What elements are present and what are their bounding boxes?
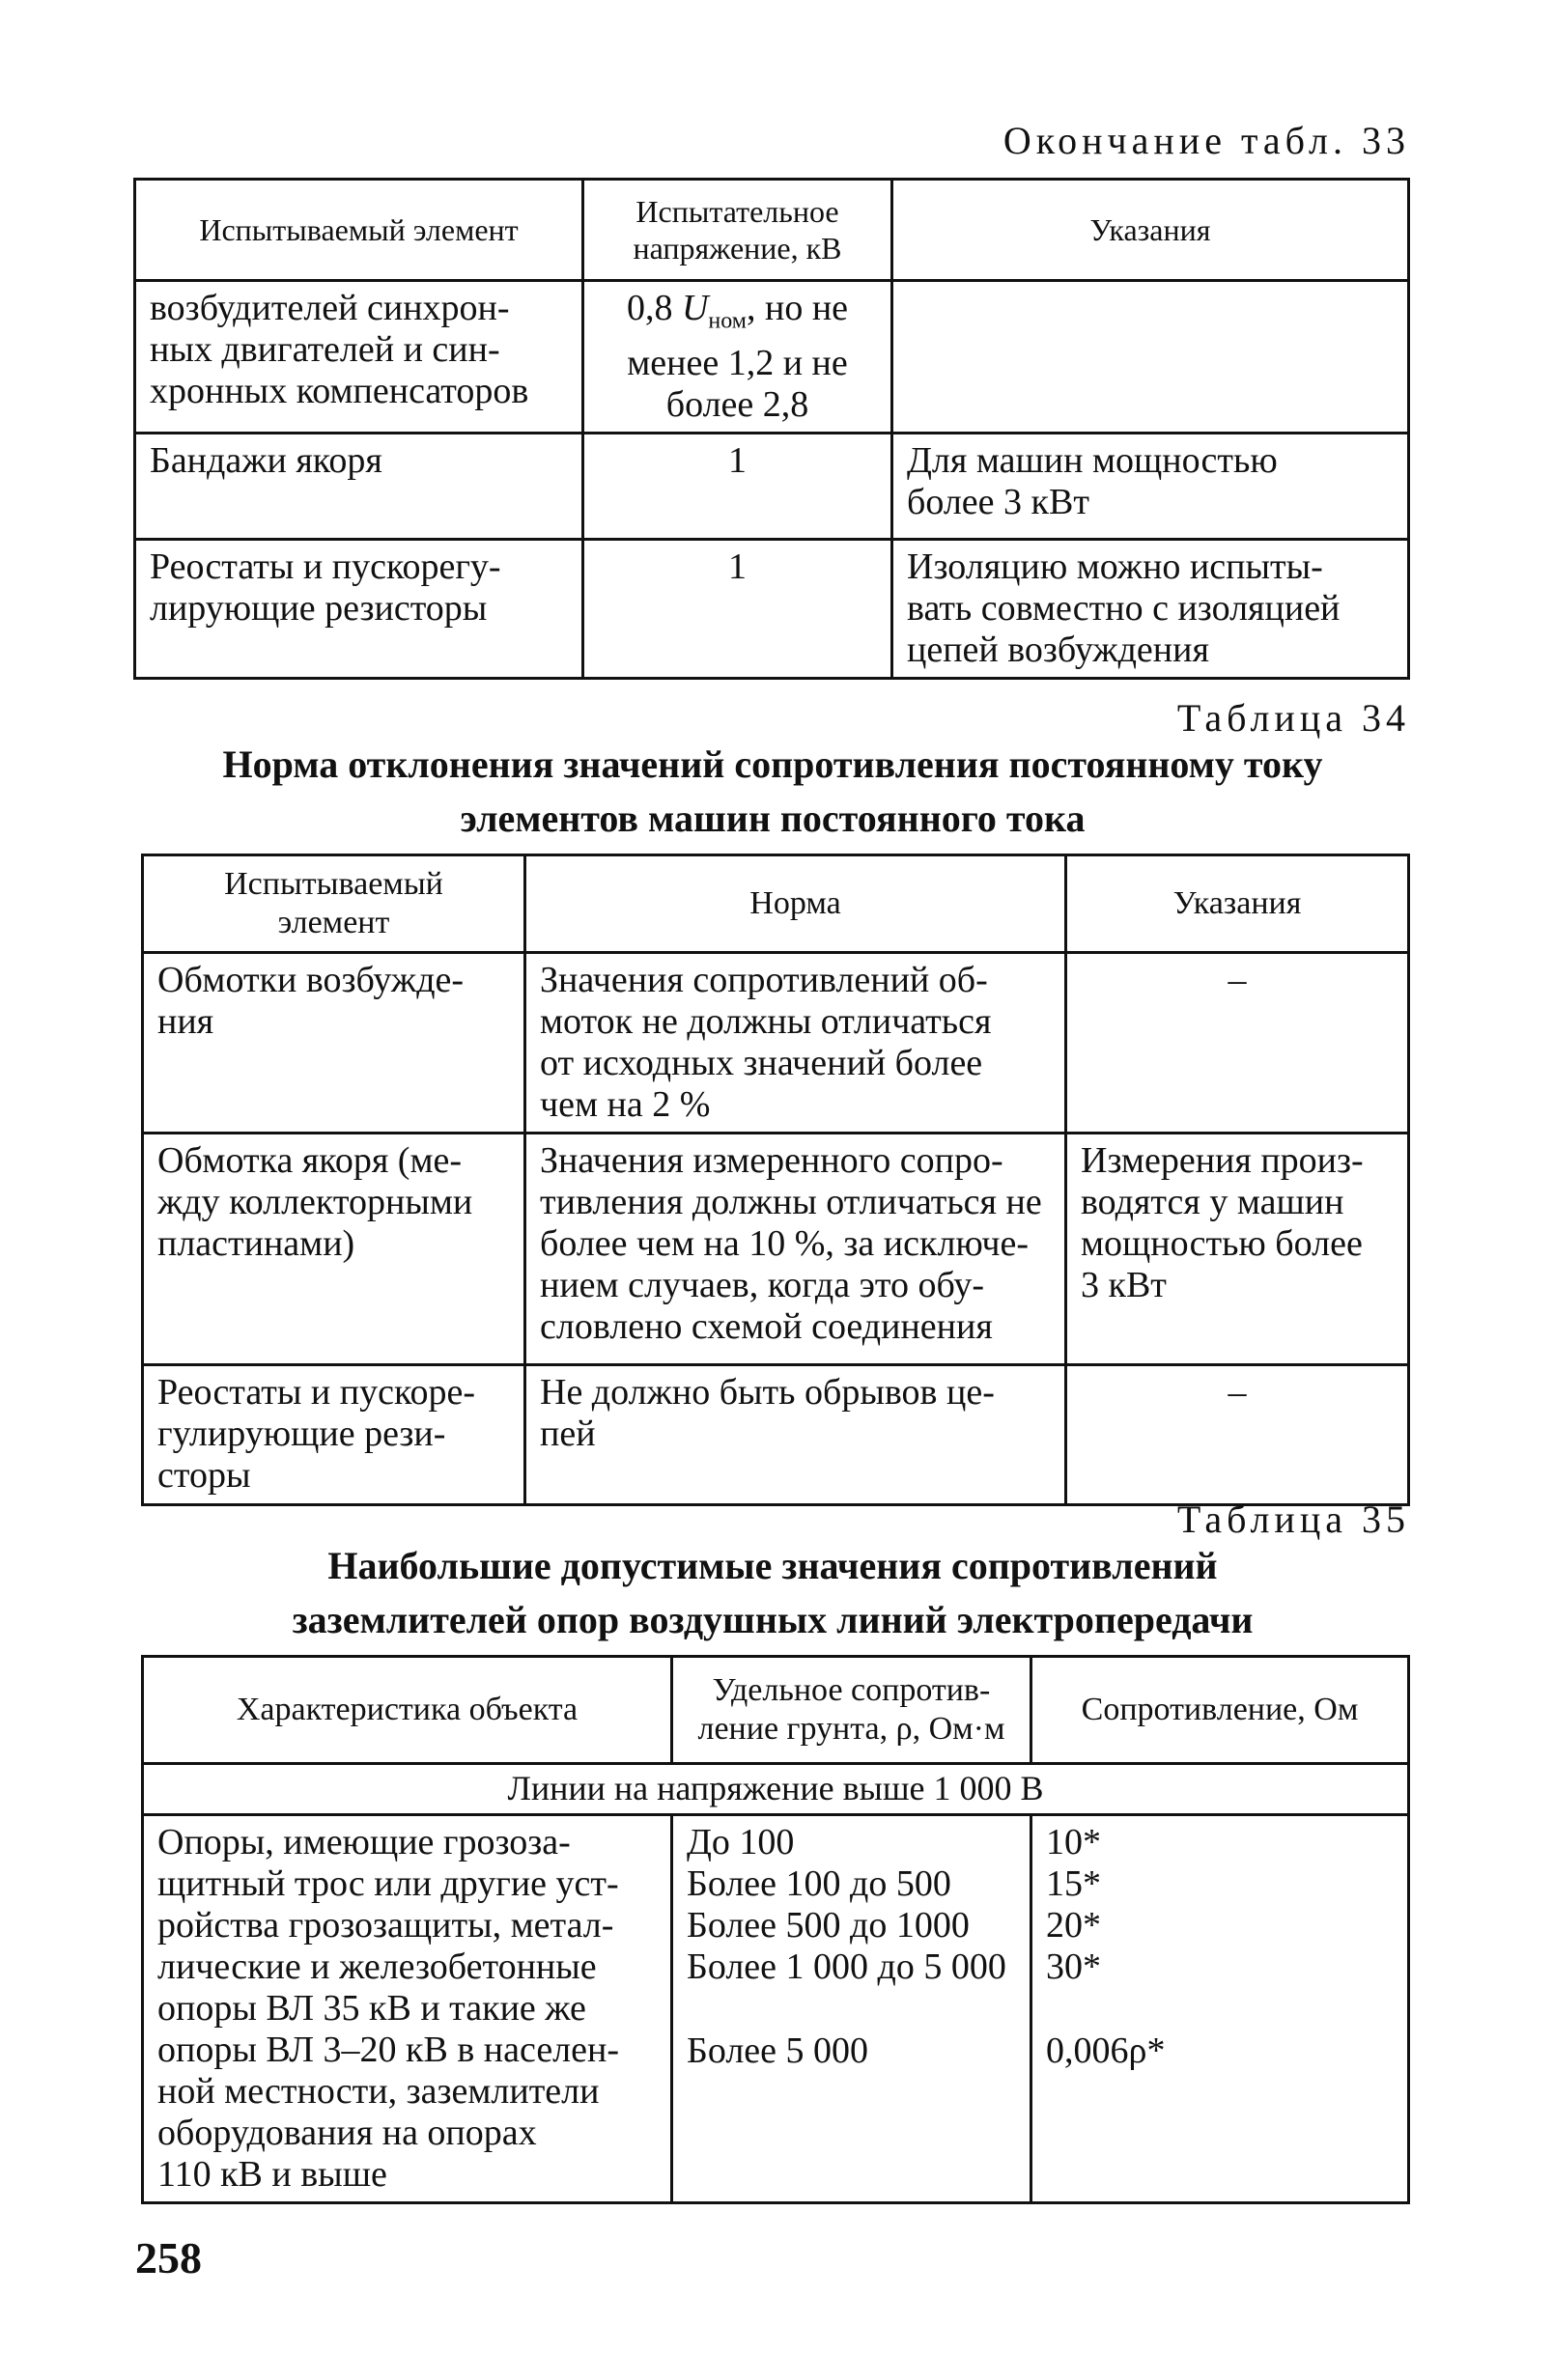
table33-header-element: Испытываемый элемент xyxy=(135,180,583,281)
table-row xyxy=(143,1134,1409,1365)
table34-label: Таблица 34 xyxy=(1176,696,1410,740)
table33-cell-element: Реостаты и пускорегу- лирующие резисторы xyxy=(135,539,583,678)
table33-cell-voltage: 1 xyxy=(583,539,892,678)
table34-header-element: Испытываемый элемент xyxy=(143,855,525,953)
table34-cell-norm: Не должно быть обрывов це- пей xyxy=(525,1365,1066,1505)
voltage-rest: , но не менее 1,2 и не более 2,8 xyxy=(627,288,849,425)
table33-cell-element: Бандажи якоря xyxy=(135,433,583,539)
table33-cell-notes xyxy=(892,281,1409,434)
resistance-group-1: 10* 15* 20* 30* xyxy=(1046,1822,1101,1987)
resistivity-group-2: Более 5 000 xyxy=(687,2030,869,2071)
table-row xyxy=(143,1815,1409,2203)
table34-cell-norm: Значения измеренного сопро- тивления должны отличаться не более чем на 10 %, за исключе- нием случаев, когда это обу- словлено схемой соединения xyxy=(525,1134,1066,1365)
cell-spacer xyxy=(687,1988,1016,2030)
table-row xyxy=(143,1365,1409,1505)
table35-cell-object: Опоры, имеющие грозоза- щитный трос или другие уст- ройства грозозащиты, метал- лические и железобетонные опоры ВЛ 35 кВ и такие же опоры ВЛ 3–20 кВ в населен- ной местности, заземлители оборудования на опорах 110 кВ и выше xyxy=(143,1815,672,2203)
table-row xyxy=(135,281,1409,434)
table35 xyxy=(141,1655,1410,2204)
table33-cell-voltage xyxy=(583,281,892,434)
table33-header-voltage: Испытательное напряжение, кВ xyxy=(583,180,892,281)
table35-section-row xyxy=(143,1764,1409,1815)
table-row xyxy=(135,433,1409,539)
table33-cell-voltage: 1 xyxy=(583,433,892,539)
table35-header-object: Характеристика объекта xyxy=(143,1657,672,1764)
table34-header-row xyxy=(143,855,1409,953)
table33 xyxy=(133,178,1410,680)
table35-header-resistance: Сопротивление, Ом xyxy=(1031,1657,1409,1764)
table34-cell-element: Реостаты и пускоре- гулирующие рези- сторы xyxy=(143,1365,525,1505)
table34-header-notes: Указания xyxy=(1066,855,1409,953)
voltage-value: 0,8 xyxy=(626,288,682,328)
voltage-symbol: U xyxy=(681,288,709,328)
resistivity-group-1: До 100 Более 100 до 500 Более 500 до 1000 Более 1 000 до 5 000 xyxy=(687,1822,1006,1987)
table35-cell-resistivity xyxy=(672,1815,1031,2203)
table33-cell-element: возбудителей синхрон- ных двигателей и син- хронных компенсаторов xyxy=(135,281,583,434)
table34 xyxy=(141,854,1410,1506)
cell-spacer xyxy=(1046,1988,1394,2030)
table35-section-label: Линии на напряжение выше 1 000 В xyxy=(143,1764,1409,1815)
table35-cell-resistance xyxy=(1031,1815,1409,2203)
table34-cell-notes: – xyxy=(1066,953,1409,1134)
table35-title: Наибольшие допустимые значения сопротивлений заземлителей опор воздушных линий электропередачи xyxy=(292,1544,1254,1641)
table33-header-row xyxy=(135,180,1409,281)
table35-label: Таблица 35 xyxy=(1176,1498,1410,1541)
table33-header-notes: Указания xyxy=(892,180,1409,281)
resistance-group-2: 0,006ρ* xyxy=(1046,2030,1166,2071)
table34-cell-element: Обмотка якоря (ме- жду коллекторными пластинами) xyxy=(143,1134,525,1365)
table34-title: Норма отклонения значений сопротивления постоянному току элементов машин постоянного тока xyxy=(222,742,1323,840)
page-number: 258 xyxy=(135,2233,202,2282)
table-row xyxy=(143,953,1409,1134)
table33-cell-notes: Для машин мощностью более 3 кВт xyxy=(892,433,1409,539)
table-row xyxy=(135,539,1409,678)
table34-header-norm: Норма xyxy=(525,855,1066,953)
table35-header-resistivity: Удельное сопротив- ление грунта, ρ, Ом·м xyxy=(672,1657,1031,1764)
table33-cell-notes: Изоляцию можно испыты- вать совместно с изоляцией цепей возбуждения xyxy=(892,539,1409,678)
table33-continuation-label: Окончание табл. 33 xyxy=(1002,119,1410,162)
table34-cell-norm: Значения сопротивлений об- моток не должны отличаться от исходных значений более чем на 2 % xyxy=(525,953,1066,1134)
table34-cell-notes: Измерения произ- водятся у машин мощностью более 3 кВт xyxy=(1066,1134,1409,1365)
voltage-subscript: ном xyxy=(708,308,747,334)
table35-header-row xyxy=(143,1657,1409,1764)
table34-cell-element: Обмотки возбужде- ния xyxy=(143,953,525,1134)
table34-cell-notes: – xyxy=(1066,1365,1409,1505)
